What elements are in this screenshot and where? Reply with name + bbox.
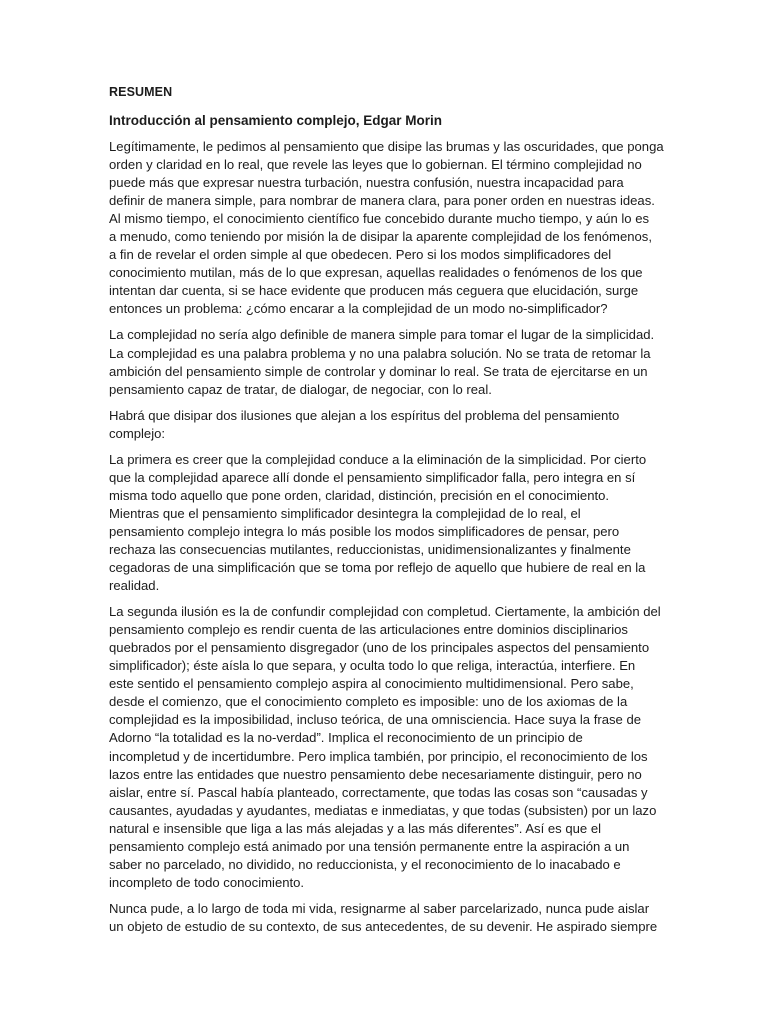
paragraph-line: Al mismo tiempo, el conocimiento científico fue concebido durante mucho tiempo, y aún lo es xyxy=(109,211,650,227)
paragraph-line: pensamiento complejo está animado por una tensión permanente entre la aspiración a un xyxy=(109,838,630,854)
paragraph-line: a menudo, como teniendo por misión la de disipar la aparente complejidad de los fenómenos, xyxy=(109,229,652,245)
paragraph-line: La complejidad no sería algo definible de manera simple para tomar el lugar de la simplicidad. xyxy=(109,327,655,343)
paragraph-list xyxy=(109,138,664,936)
body-paragraph xyxy=(109,138,664,318)
paragraph-line: orden y claridad en lo real, que revele las leyes que lo gobiernan. El término complejidad no xyxy=(109,157,642,173)
paragraph-line: desde el comienzo, que el conocimiento completo es imposible: uno de los axiomas de la xyxy=(109,694,628,710)
paragraph-line: cegadoras de una simplificación que se toma por reflejo de aquello que hubiere de real en la xyxy=(109,560,646,576)
paragraph-line: este sentido el pensamiento complejo aspira al conocimiento multidimensional. Pero sabe, xyxy=(109,676,634,692)
paragraph-line: Nunca pude, a lo largo de toda mi vida, resignarme al saber parcelarizado, nunca pude aislar xyxy=(109,900,650,916)
paragraph-line: pensamiento capaz de tratar, de dialogar, de negociar, con lo real. xyxy=(109,381,492,397)
paragraph-line: saber no parcelado, no dividido, no reduccionista, y el reconocimiento de lo inacabado e xyxy=(109,856,621,872)
paragraph-line: complejidad es la imposibilidad, incluso teórica, de una omnisciencia. Hace suya la frase de xyxy=(109,712,642,728)
paragraph-line: pensamiento complejo es rendir cuenta de las articulaciones entre dominios disciplinarios xyxy=(109,622,628,638)
paragraph-line: Mientras que el pensamiento simplificador desintegra la complejidad de lo real, el xyxy=(109,505,581,521)
paragraph-line: Legítimamente, le pedimos al pensamiento que disipe las brumas y las oscuridades, que ponga xyxy=(109,139,664,154)
paragraph-line: ambición del pensamiento simple de controlar y dominar lo real. Se trata de ejercitarse en un xyxy=(109,363,648,379)
document-body xyxy=(109,83,664,944)
paragraph-line: definir de manera simple, para nombrar de manera clara, para poner orden en nuestras ideas. xyxy=(109,193,655,209)
paragraph-line: Adorno “la totalidad es la no-verdad”. Implica el reconocimiento de un principio de xyxy=(109,730,583,746)
paragraph-line: que la complejidad aparece allí donde el pensamiento simplificador falla, pero integra en sí xyxy=(109,469,636,485)
paragraph-line: rechaza las consecuencias mutilantes, reduccionistas, unidimensionalizantes y finalmente xyxy=(109,541,631,557)
paragraph-line: La primera es creer que la complejidad conduce a la eliminación de la simplicidad. Por cierto xyxy=(109,451,647,467)
section-heading: RESUMEN xyxy=(109,85,173,99)
paragraph-line: un objeto de estudio de su contexto, de sus antecedentes, de su devenir. He aspirado siempre xyxy=(109,918,658,934)
paragraph-line: puede más que expresar nuestra turbación, nuestra confusión, nuestra incapacidad para xyxy=(109,175,624,191)
paragraph-line: aislar, entre sí. Pascal había planteado, correctamente, que todas las cosas son “causadas y xyxy=(109,784,648,800)
paragraph-line: intentan dar cuenta, si se hace evidente que producen más ceguera que elucidación, surge xyxy=(109,283,639,299)
paragraph-line: lazos entre las entidades que nuestro pensamiento debe necesariamente distinguir, pero no xyxy=(109,766,642,782)
paragraph-line: a fin de revelar el orden simple al que obedecen. Pero si los modos simplificadores del xyxy=(109,247,612,263)
paragraph-line: Habrá que disipar dos ilusiones que alejan a los espíritus del problema del pensamiento xyxy=(109,407,620,423)
paragraph-line: La segunda ilusión es la de confundir complejidad con completud. Ciertamente, la ambición del xyxy=(109,604,661,620)
paragraph-line: entonces un problema: ¿cómo encarar a la complejidad de un modo no-simplificador? xyxy=(109,301,608,317)
paragraph-line: pensamiento complejo integra lo más posible los modos simplificadores de pensar, pero xyxy=(109,523,620,539)
paragraph-line: quebrados por el pensamiento disgregador (uno de los principales aspectos del pensamiento xyxy=(109,640,650,656)
body-paragraph xyxy=(109,407,661,443)
body-paragraph xyxy=(109,326,661,398)
paragraph-line: complejo: xyxy=(109,425,166,441)
body-paragraph xyxy=(109,603,661,892)
document-title: Introducción al pensamiento complejo, Edgar Morin xyxy=(109,113,443,128)
body-paragraph xyxy=(109,900,661,936)
paragraph-line: conocimiento mutilan, más de lo que expresan, aquellas realidades o fenómenos de los que xyxy=(109,265,643,281)
paragraph-line: La complejidad es una palabra problema y no una palabra solución. No se trata de retomar la xyxy=(109,345,651,361)
paragraph-line: incompletud y de incertidumbre. Pero implica también, por principio, el reconocimiento de los xyxy=(109,748,648,764)
paragraph-line: causantes, ayudadas y ayudantes, mediatas e inmediatas, y que todas (subsisten) por un lazo xyxy=(109,802,657,818)
paragraph-line: realidad. xyxy=(109,578,160,594)
paragraph-line: natural e insensible que liga a las más alejadas y a las más diferentes”. Así es que el xyxy=(109,820,602,836)
paragraph-line: misma todo aquello que pone orden, claridad, distinción, precisión en el conocimiento. xyxy=(109,487,610,503)
paragraph-line: incompleto de todo conocimiento. xyxy=(109,874,305,890)
paragraph-line: simplificador); éste aísla lo que separa, y oculta todo lo que religa, interactúa, interfiere. En xyxy=(109,658,636,674)
body-paragraph xyxy=(109,451,661,595)
